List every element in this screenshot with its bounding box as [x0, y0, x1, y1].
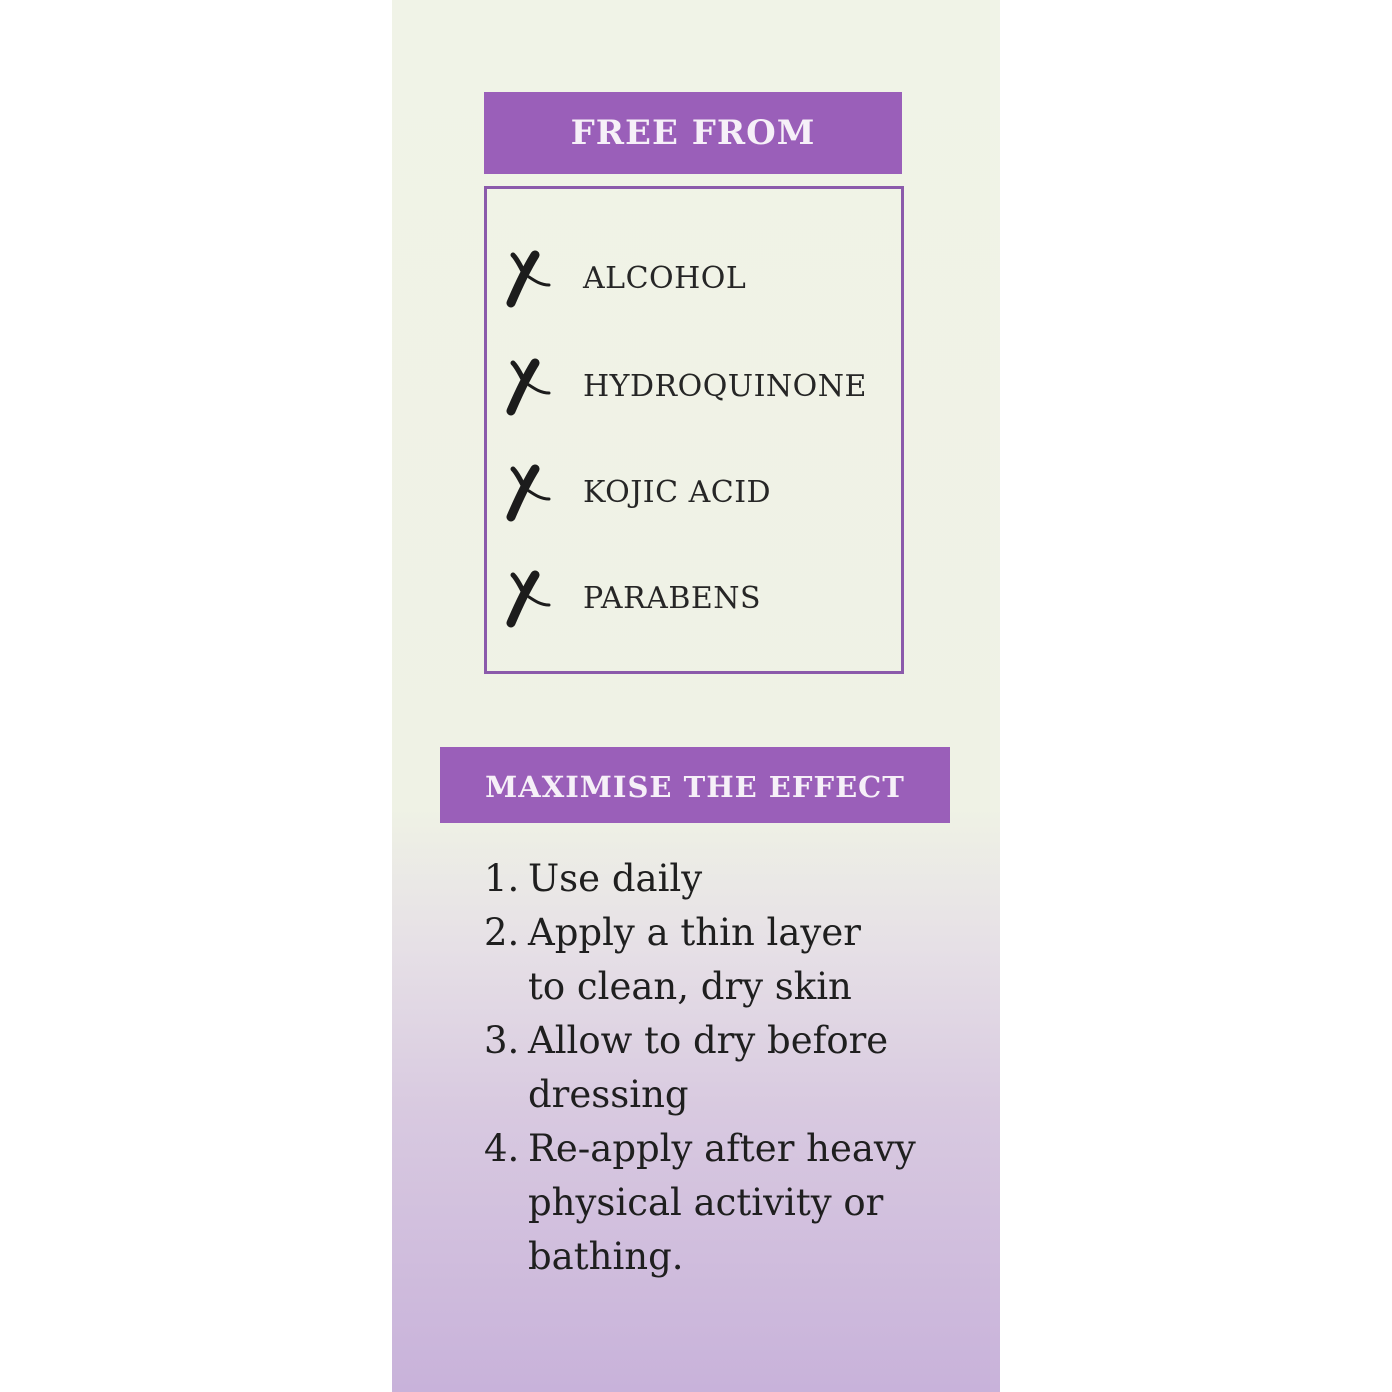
free-from-label: ALCOHOL [583, 261, 747, 296]
usage-step [484, 1122, 984, 1284]
usage-step [484, 906, 984, 1014]
free-from-item-kojic-acid [487, 461, 901, 521]
cross-icon [503, 567, 553, 629]
step-text: Use daily [528, 857, 703, 900]
cross-icon [503, 355, 553, 417]
step-text: Apply a thin layer to clean, dry skin [528, 911, 861, 1008]
step-text: Allow to dry before dressing [528, 1019, 889, 1116]
product-box-panel [392, 0, 1000, 1392]
free-from-header: FREE FROM [484, 92, 902, 174]
free-from-item-alcohol [487, 247, 901, 307]
step-text: Re-apply after heavy physical activity or bathing. [528, 1127, 916, 1278]
step-number: 4. [484, 1127, 520, 1170]
usage-step [484, 852, 984, 906]
step-number: 1. [484, 857, 520, 900]
usage-steps-list [484, 852, 984, 1284]
free-from-box [484, 186, 904, 674]
step-number: 2. [484, 911, 520, 954]
free-from-item-parabens [487, 567, 901, 627]
step-number: 3. [484, 1019, 520, 1062]
free-from-label: PARABENS [583, 581, 762, 616]
free-from-label: HYDROQUINONE [583, 369, 867, 404]
usage-step [484, 1014, 984, 1122]
cross-icon [503, 461, 553, 523]
free-from-item-hydroquinone [487, 355, 901, 415]
maximise-effect-header: MAXIMISE THE EFFECT [440, 747, 950, 823]
free-from-label: KOJIC ACID [583, 475, 772, 510]
cross-icon [503, 247, 553, 309]
